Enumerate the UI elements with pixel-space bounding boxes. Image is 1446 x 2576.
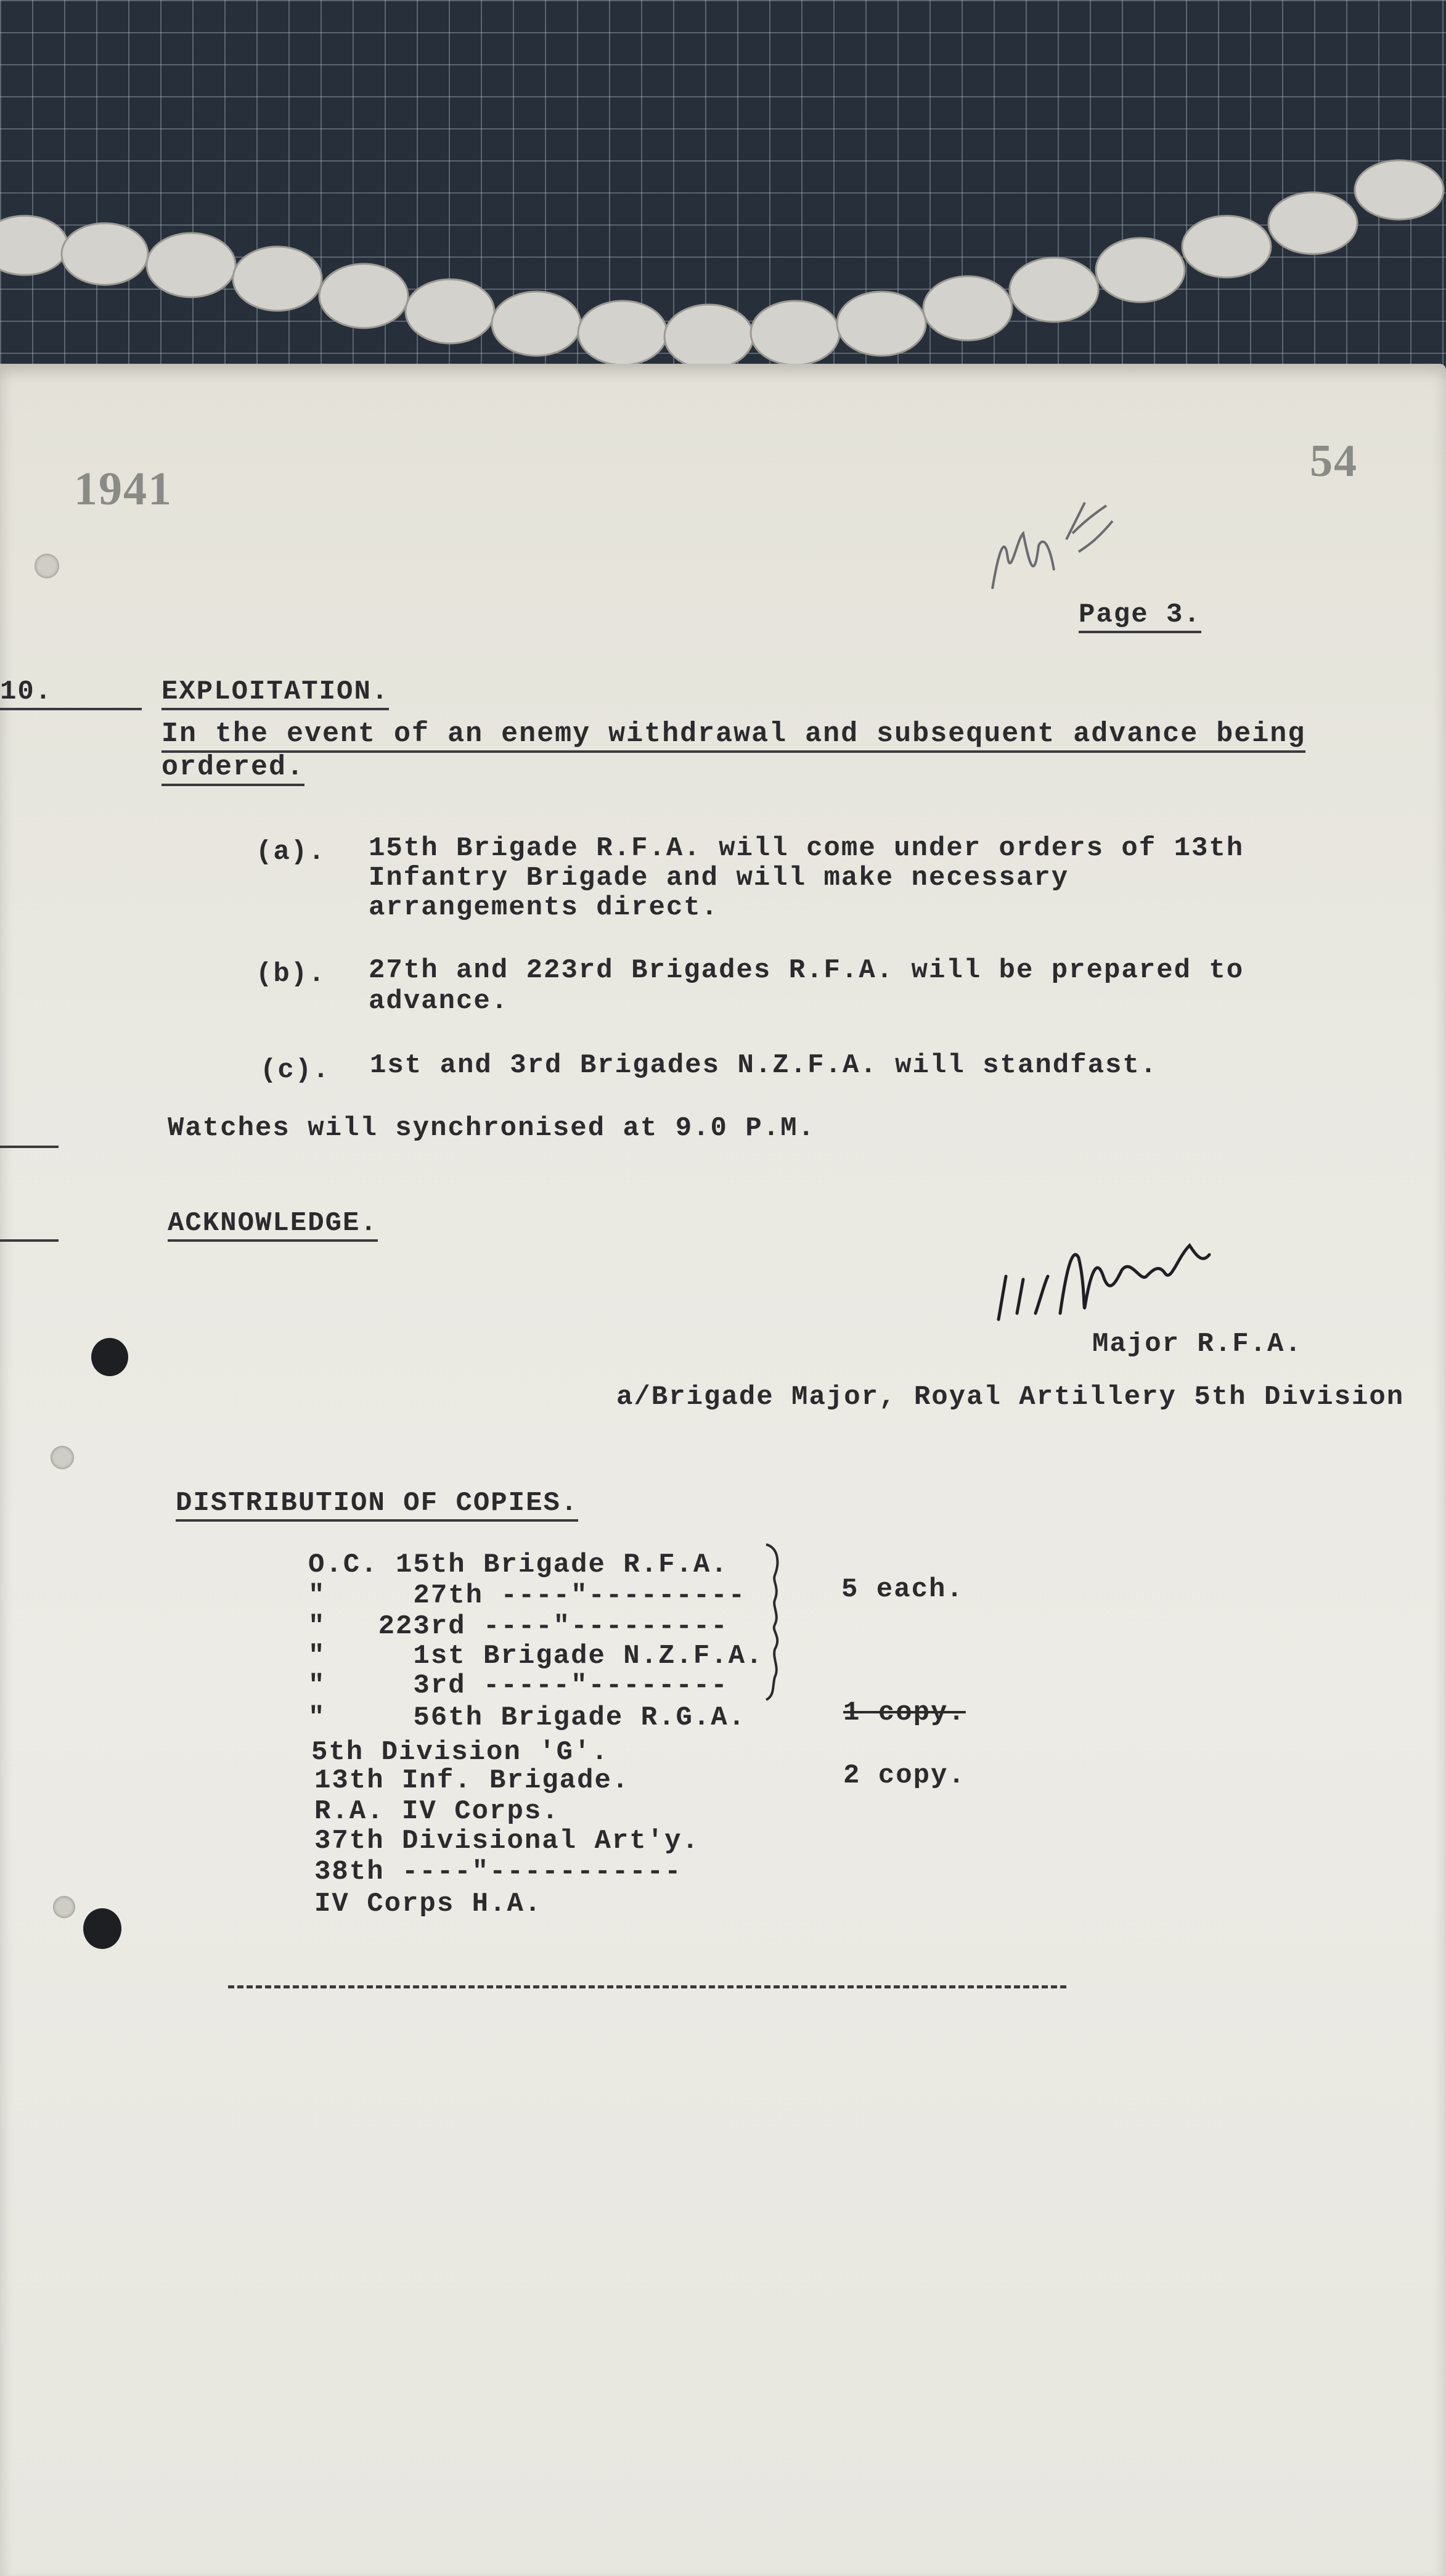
signatory-rank: Major R.F.A.: [1092, 1329, 1302, 1360]
distribution-row: " 1st Brigade N.Z.F.A.: [308, 1641, 764, 1672]
distribution-row: " 3rd -----"--------: [308, 1670, 729, 1701]
section-10-intro: In the event of an enemy withdrawal and subsequent advance being: [161, 720, 1305, 753]
item-a-line: Infantry Brigade and will make necessary: [369, 863, 1069, 893]
section-10-intro-cont: ordered.: [161, 753, 304, 786]
year-stamp: 1941: [74, 463, 173, 515]
punch-hole: [91, 1338, 128, 1376]
item-a-line: 15th Brigade R.F.A. will come under orders of 13th: [369, 833, 1244, 864]
distribution-row: 38th ----"-----------: [314, 1856, 682, 1887]
document-page: [0, 364, 1446, 2576]
section-10-title: EXPLOITATION.: [161, 678, 389, 710]
distribution-note: 2 copy.: [843, 1760, 966, 1791]
section-10-number: 10.: [0, 678, 142, 710]
page-label: Page 3.: [1079, 601, 1201, 633]
item-b-line: 27th and 223rd Brigades R.F.A. will be prepared to: [369, 955, 1244, 986]
distribution-row: IV Corps H.A.: [314, 1889, 542, 1919]
punch-hole: [53, 1896, 75, 1918]
punch-hole: [51, 1446, 74, 1469]
section-12-text: ACKNOWLEDGE.: [168, 1210, 378, 1242]
section-11-number: [0, 1116, 59, 1148]
distribution-row: 5th Division 'G'.: [311, 1737, 609, 1768]
distribution-note: 5 each.: [841, 1574, 964, 1605]
item-a-line: arrangements direct.: [369, 892, 719, 923]
section-11-text: Watches will synchronised at 9.0 P.M.: [168, 1113, 815, 1144]
punch-hole: [35, 554, 59, 578]
distribution-note: 1 copy.: [843, 1697, 966, 1728]
binding-cord: [0, 111, 1446, 407]
folio-number: 54: [1310, 436, 1358, 486]
item-b-label: (b).: [256, 959, 326, 990]
distribution-row: R.A. IV Corps.: [314, 1796, 560, 1827]
distribution-title: DISTRIBUTION OF COPIES.: [176, 1490, 578, 1522]
distribution-row: O.C. 15th Brigade R.F.A.: [308, 1549, 729, 1580]
item-c-line: 1st and 3rd Brigades N.Z.F.A. will standfast.: [370, 1050, 1158, 1081]
distribution-row: 37th Divisional Art'y.: [314, 1826, 700, 1856]
item-c-label: (c).: [260, 1055, 330, 1086]
signature-mark: [992, 1221, 1251, 1344]
item-b-line: advance.: [369, 986, 509, 1017]
distribution-row: " 56th Brigade R.G.A.: [308, 1702, 746, 1733]
distribution-brace: [761, 1538, 798, 1705]
distribution-row: 13th Inf. Brigade.: [314, 1765, 630, 1796]
item-a-label: (a).: [256, 837, 326, 868]
closing-rule: [228, 1985, 1066, 1988]
distribution-row: " 223rd ----"---------: [308, 1611, 729, 1642]
signatory-appointment: a/Brigade Major, Royal Artillery 5th Division: [616, 1382, 1405, 1413]
initials-mark: [980, 478, 1140, 613]
section-12-number: [0, 1210, 59, 1242]
distribution-row: " 27th ----"---------: [308, 1580, 746, 1611]
punch-hole: [83, 1908, 121, 1949]
